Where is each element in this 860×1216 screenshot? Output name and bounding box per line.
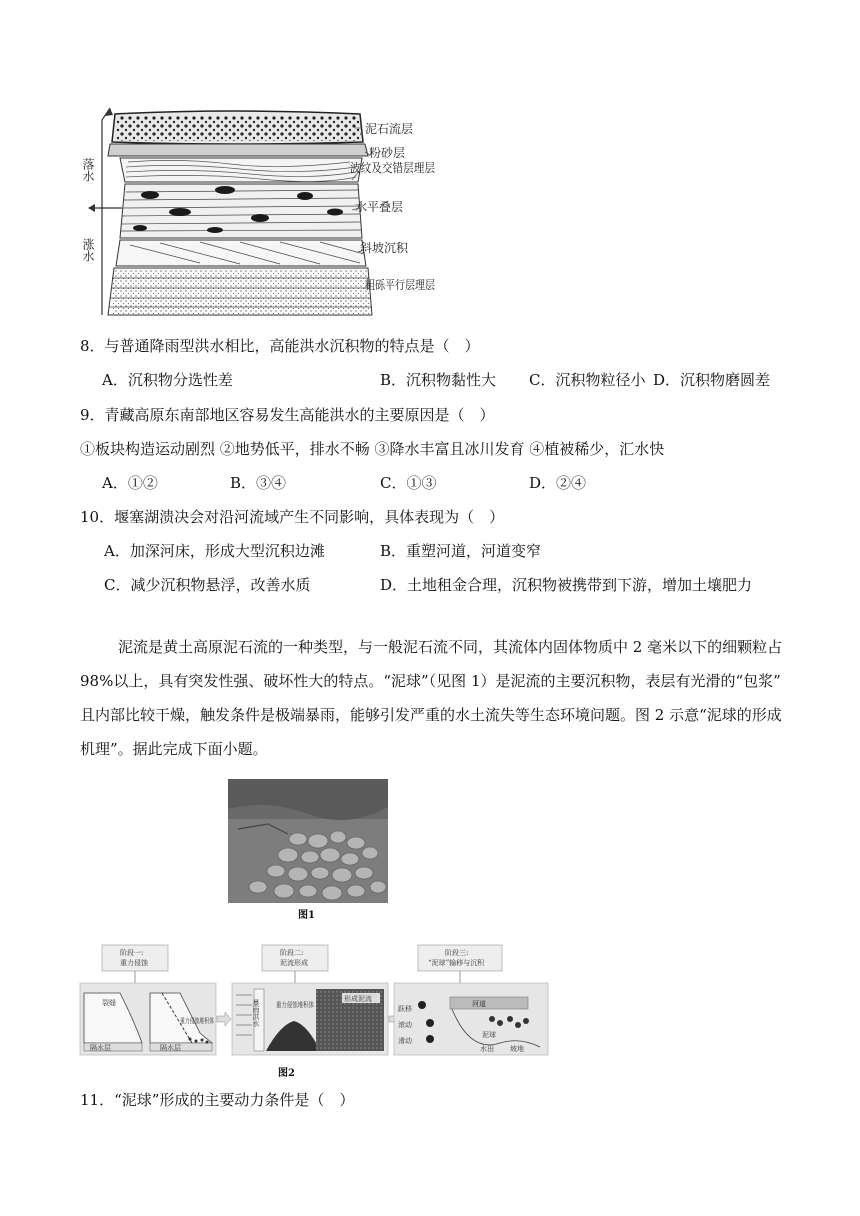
stage-3-title: 阶段三: xyxy=(445,949,469,957)
q10-option-b: B．重塑河道，河道变窄 xyxy=(380,542,542,560)
question-9-statements: ①板块构造运动剧烈 ②地势低平，排水不畅 ③降水丰富且冰川发育 ④植被稀少，汇水快 xyxy=(80,440,665,458)
question-11-stem: 11．“泥球”形成的主要动力条件是（ ） xyxy=(80,1091,355,1109)
q8-option-c: C．沉积物粒径小 xyxy=(529,371,646,389)
stage-2-flow-label: 形成泥流 xyxy=(344,995,372,1003)
stage-3-sliding-label: 滑动 xyxy=(398,1037,412,1045)
stage-2-deposit-label: 重力侵蚀堆积体 xyxy=(276,1001,325,1009)
stage-1-aquiclude-label-2: 隔水层 xyxy=(160,1044,181,1052)
q9-option-b: B．③④ xyxy=(230,474,287,492)
stage-2-storm-label: 暴雨洪水 xyxy=(252,999,260,1027)
question-9-stem: 9．青藏高原东南部地区容易发生高能洪水的主要原因是（ ） xyxy=(80,406,495,424)
figure-2-diagram xyxy=(80,943,550,1061)
question-8-stem: 8．与普通降雨型洪水相比，高能洪水沉积物的特点是（ ） xyxy=(80,337,480,355)
q9-option-d: D．②④ xyxy=(529,474,587,492)
figure-2-caption: 图2 xyxy=(278,1068,295,1079)
q8-option-b: B．沉积物黏性大 xyxy=(380,371,497,389)
q9-option-c: C．①③ xyxy=(380,474,437,492)
q9-option-a: A．①② xyxy=(102,474,158,492)
horizontal-layer-label: 水平叠层 xyxy=(355,200,404,214)
ripple-layer-label: 波纹及交错层理层 xyxy=(350,161,447,175)
stage-3-channel-label: 河道 xyxy=(472,1000,486,1008)
q8-option-a: A．沉积物分选性差 xyxy=(102,371,233,389)
stage-3-rolling-label: 滚动 xyxy=(398,1021,412,1029)
figure-1-caption: 图1 xyxy=(298,910,315,921)
stage-1-crack-label: 裂缝 xyxy=(102,999,116,1007)
debris-flow-layer-label: 泥石流层 xyxy=(365,122,414,136)
strata-diagram xyxy=(80,100,450,325)
silt-layer-label: 粉砂层 xyxy=(369,146,406,160)
strata-figure xyxy=(80,100,450,325)
passage-line-2: 98%以上，具有突发性强、破坏性大的特点。“泥球”（见图 1）是泥流的主要沉积物，表层有光滑的“包浆” xyxy=(80,672,781,690)
stage-3-saltation-label: 跃移 xyxy=(398,1005,412,1013)
figure-1-photo xyxy=(228,779,388,903)
reading-passage xyxy=(80,630,783,766)
question-10-stem: 10．堰塞湖溃决会对沿河流域产生不同影响，具体表现为（ ） xyxy=(80,508,505,526)
slope-deposit-label: 斜坡沉积 xyxy=(360,241,409,255)
stage-1-title: 阶段一: xyxy=(120,949,144,957)
stage-3-slope-label: 坡地 xyxy=(510,1045,524,1053)
gravel-layer-label: 粗砾平行层理层 xyxy=(365,278,450,292)
stage-2-title: 阶段二: xyxy=(280,949,304,957)
stage-3-subtitle: “泥球”输移与沉积 xyxy=(428,959,485,967)
stage-1-aquiclude-label: 隔水层 xyxy=(90,1044,111,1052)
q10-option-c: C．减少沉积物悬浮，改善水质 xyxy=(104,576,311,594)
falling-water-label-1: 落水 xyxy=(81,158,95,182)
q8-option-d: D．沉积物磨圆差 xyxy=(653,371,771,389)
stage-3-ball-label: 泥球 xyxy=(482,1031,496,1039)
passage-line-3: 且内部比较干燥，触发条件是极端暴雨，能够引发严重的水土流失等生态环境问题。图 2 示意“泥球的形成 xyxy=(80,706,782,724)
stage-2-subtitle: 泥流形成 xyxy=(280,959,308,967)
stage-3-paddy-label: 水田 xyxy=(480,1045,494,1053)
rising-water-label: 涨水 xyxy=(81,238,95,262)
passage-line-1: 泥流是黄土高原泥石流的一种类型，与一般泥石流不同，其流体内固体物质中 2 毫米以下的细颗粒占 xyxy=(118,638,783,656)
q10-option-d: D．土地租金合理，沉积物被携带到下游，增加土壤肥力 xyxy=(380,576,753,594)
stage-1-deposit-label: 重力侵蚀堆积体 xyxy=(180,1017,229,1025)
q10-option-a: A．加深河床，形成大型沉积边滩 xyxy=(104,542,325,560)
stage-1-subtitle: 重力侵蚀 xyxy=(120,959,148,967)
passage-line-4: 机理”。据此完成下面小题。 xyxy=(80,740,268,758)
